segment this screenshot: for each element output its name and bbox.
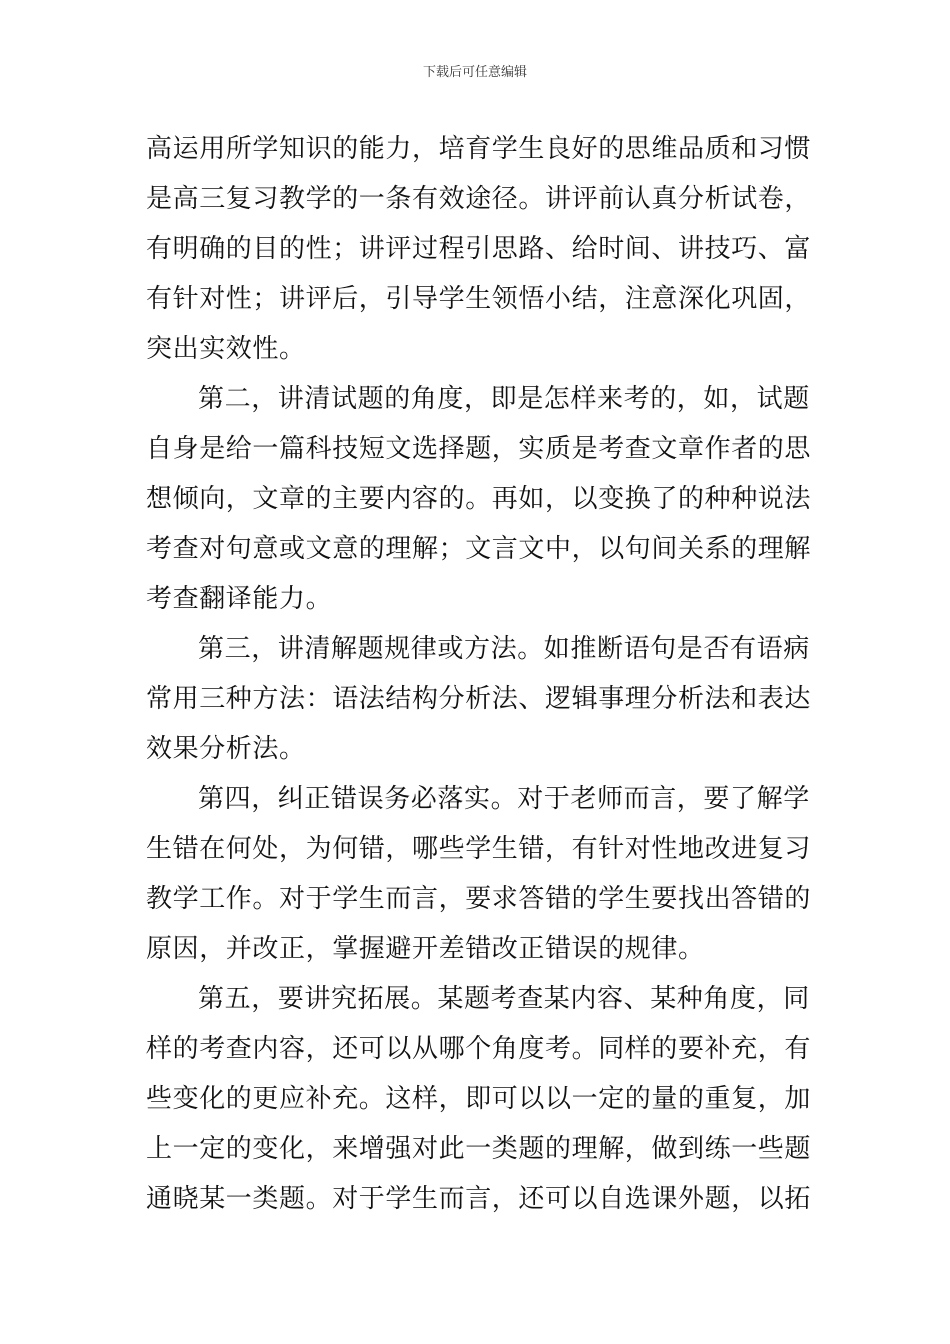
text-line: 上一定的变化，来增强对此一类题的理解，做到练一些题 (146, 1134, 812, 1164)
text-line: 有明确的目的性；讲评过程引思路、给时间、讲技巧、富 (146, 234, 812, 264)
text-line: 原因，并改正，掌握避开差错改正错误的规律。 (146, 934, 705, 964)
text-line: 想倾向，文章的主要内容的。再如，以变换了的种种说法 (146, 484, 812, 514)
text-line: 有针对性；讲评后，引导学生领悟小结，注意深化巩固， (146, 284, 812, 314)
text-line: 是高三复习教学的一条有效途径。讲评前认真分析试卷， (146, 184, 812, 214)
text-line: 高运用所学知识的能力，培育学生良好的思维品质和习惯 (146, 134, 812, 164)
paragraph-start-line: 第五，要讲究拓展。某题考查某内容、某种角度，同 (198, 984, 810, 1014)
text-line: 常用三种方法：语法结构分析法、逻辑事理分析法和表达 (146, 684, 812, 714)
text-line: 自身是给一篇科技短文选择题，实质是考查文章作者的思 (146, 434, 812, 464)
paragraph-start-line: 第三，讲清解题规律或方法。如推断语句是否有语病 (198, 634, 810, 664)
text-line: 样的考查内容，还可以从哪个角度考。同样的要补充，有 (146, 1034, 812, 1064)
body-text (146, 124, 816, 1224)
page-header: 下载后可任意编辑 (422, 65, 527, 80)
text-line: 通晓某一类题。对于学生而言，还可以自选课外题，以拓 (146, 1184, 812, 1214)
text-line: 生错在何处，为何错，哪些学生错，有针对性地改进复习 (146, 834, 812, 864)
text-line: 效果分析法。 (146, 734, 306, 764)
paragraph-start-line: 第二，讲清试题的角度，即是怎样来考的，如，试题 (198, 384, 810, 414)
text-line: 考查翻译能力。 (146, 584, 333, 614)
paragraph-start-line: 第四，纠正错误务必落实。对于老师而言，要了解学 (198, 784, 810, 814)
text-line: 教学工作。对于学生而言，要求答错的学生要找出答错的 (146, 884, 812, 914)
text-line: 突出实效性。 (146, 334, 306, 364)
text-line: 些变化的更应补充。这样，即可以以一定的量的重复，加 (146, 1084, 812, 1114)
text-line: 考查对句意或文意的理解；文言文中，以句间关系的理解 (146, 534, 812, 564)
